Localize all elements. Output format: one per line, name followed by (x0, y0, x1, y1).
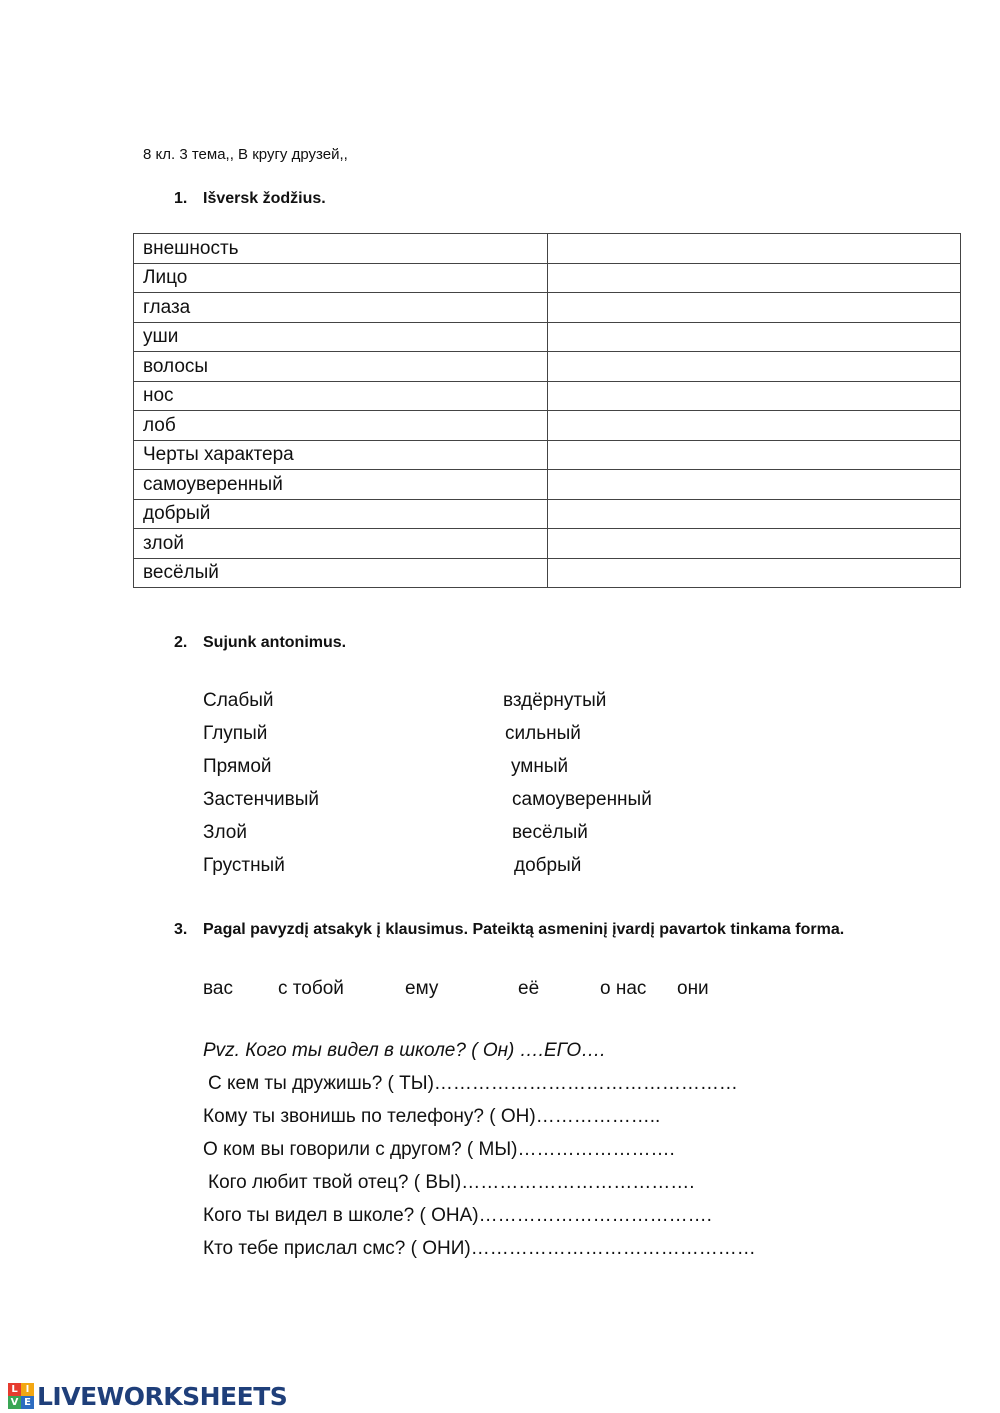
translation-cell[interactable] (548, 352, 961, 382)
question-line[interactable]: Кого ты видел в школе? ( ОНА)………………………………. (203, 1205, 712, 1226)
word-cell: самоуверенный (134, 470, 548, 500)
task3-heading (174, 921, 844, 939)
antonym-left-word[interactable]: Застенчивый (203, 789, 319, 810)
word-cell: Черты характера (134, 440, 548, 470)
word-cell: весёлый (134, 558, 548, 588)
table-row (134, 234, 961, 264)
example-question: Pvz. Кого ты видел в школе? ( Он) ….ЕГО…. (203, 1040, 606, 1061)
translation-cell[interactable] (548, 529, 961, 559)
question-line[interactable]: Кого любит твой отец? ( ВЫ)………………………………. (208, 1172, 695, 1193)
antonym-right-word[interactable]: вздёрнутый (503, 690, 607, 711)
pronoun-option: о нас (600, 978, 647, 999)
antonym-right-word[interactable]: самоуверенный (512, 789, 652, 810)
question-line[interactable]: Кому ты звонишь по телефону? ( ОН)……………….. (203, 1106, 661, 1127)
logo-mark-tile: I (21, 1383, 34, 1396)
antonym-right-word[interactable]: умный (511, 756, 569, 777)
word-cell: добрый (134, 499, 548, 529)
logo-mark-icon (8, 1383, 34, 1409)
question-line[interactable]: О ком вы говорили с другом? ( МЫ)……………………. (203, 1139, 675, 1160)
question-line[interactable]: Кто тебе прислал смс? ( ОНИ)……………………………………… (203, 1238, 756, 1259)
word-cell: лоб (134, 411, 548, 441)
liveworksheets-logo (8, 1381, 287, 1411)
vocabulary-table (133, 233, 961, 588)
translation-cell[interactable] (548, 263, 961, 293)
pronoun-option: с тобой (278, 978, 344, 999)
task2-title: Sujunk antonimus. (203, 634, 347, 651)
task1-title: Išversk žodžius. (203, 190, 326, 207)
pronoun-option: они (677, 978, 709, 999)
pronoun-option: ему (405, 978, 439, 999)
table-row (134, 558, 961, 588)
antonym-left-word[interactable]: Грустный (203, 855, 285, 876)
translation-cell[interactable] (548, 558, 961, 588)
logo-mark-tile: V (8, 1396, 21, 1409)
translation-cell[interactable] (548, 440, 961, 470)
pronoun-option: её (518, 978, 540, 999)
task2-number: 2. (174, 634, 188, 651)
table-row (134, 470, 961, 500)
word-cell: нос (134, 381, 548, 411)
logo-mark-tile: L (8, 1383, 21, 1396)
task1-number: 1. (174, 190, 188, 207)
table-row (134, 529, 961, 559)
table-row (134, 499, 961, 529)
translation-cell[interactable] (548, 381, 961, 411)
task1-heading (174, 190, 326, 208)
word-cell: волосы (134, 352, 548, 382)
table-row (134, 352, 961, 382)
task3-number: 3. (174, 921, 188, 938)
question-line[interactable]: С кем ты дружишь? ( ТЫ)………………………………………… (208, 1073, 738, 1094)
task3-title: Pagal pavyzdį atsakyk į klausimus. Pateiktą asmeninį įvardį pavartok tinkama forma. (203, 921, 845, 938)
word-cell: злой (134, 529, 548, 559)
logo-mark-tile: E (21, 1396, 34, 1409)
pronoun-option: вас (203, 978, 233, 999)
table-row (134, 411, 961, 441)
antonym-left-word[interactable]: Слабый (203, 690, 274, 711)
antonym-right-word[interactable]: добрый (514, 855, 582, 876)
table-row (134, 381, 961, 411)
translation-cell[interactable] (548, 470, 961, 500)
word-cell: внешность (134, 234, 548, 264)
antonym-left-word[interactable]: Злой (203, 822, 247, 843)
antonym-left-word[interactable]: Прямой (203, 756, 272, 777)
word-cell: уши (134, 322, 548, 352)
worksheet-header: 8 кл. 3 тема,, В кругу друзей,, (143, 146, 348, 163)
antonym-left-word[interactable]: Глупый (203, 723, 268, 744)
translation-cell[interactable] (548, 293, 961, 323)
antonym-right-word[interactable]: сильный (505, 723, 581, 744)
logo-text: LIVEWORKSHEETS (37, 1381, 288, 1411)
word-cell: глаза (134, 293, 548, 323)
translation-cell[interactable] (548, 234, 961, 264)
antonym-right-word[interactable]: весёлый (512, 822, 588, 843)
table-row (134, 263, 961, 293)
table-row (134, 293, 961, 323)
translation-cell[interactable] (548, 411, 961, 441)
task2-heading (174, 634, 346, 652)
table-row (134, 322, 961, 352)
word-cell: Лицо (134, 263, 548, 293)
translation-cell[interactable] (548, 322, 961, 352)
translation-cell[interactable] (548, 499, 961, 529)
table-row (134, 440, 961, 470)
